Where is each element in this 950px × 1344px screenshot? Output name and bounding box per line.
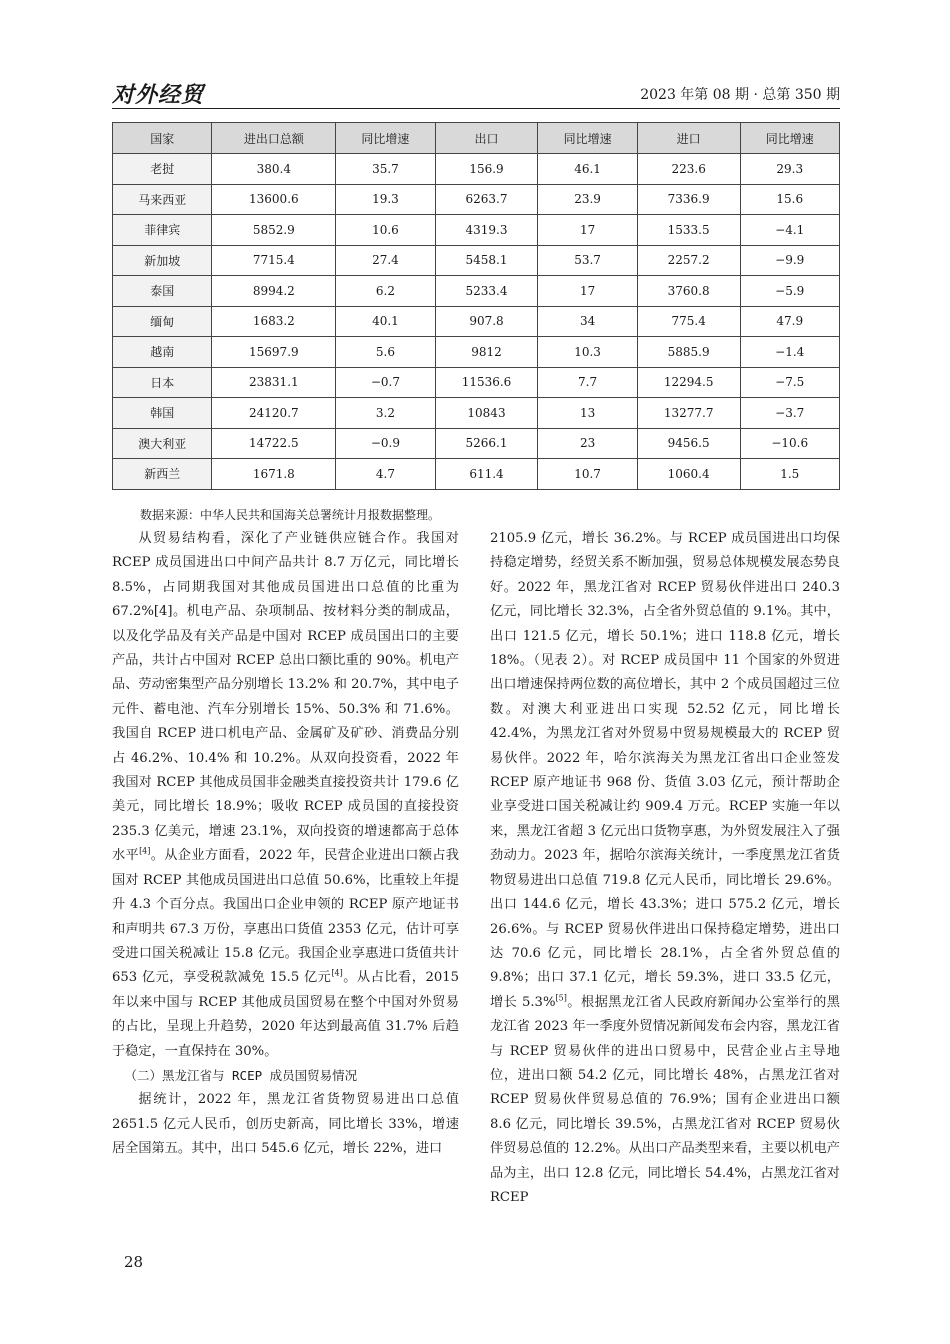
column-header: 国家 [113, 123, 212, 154]
section-subheading: （二）黑龙江省与 RCEP 成员国贸易情况 [124, 1067, 358, 1083]
table-row [113, 306, 840, 337]
table-source: 数据来源：中华人民共和国海关总署统计月报数据整理。 [140, 508, 441, 522]
value-cell: 1683.2 [212, 306, 336, 337]
table-row [113, 276, 840, 307]
value-cell: 13600.6 [212, 184, 336, 215]
page-number: 28 [124, 1253, 144, 1271]
left-paragraph-2: 据统计，2022 年，黑龙江省货物贸易进出口总值 2651.5 亿元人民币，创历史新高，同比增长 33%，增速居全国第五。其中，出口 545.6 亿元，增长 22%，进口 [112, 1092, 459, 1157]
value-cell: 10.3 [538, 337, 637, 368]
value-cell: 17 [538, 276, 637, 307]
value-cell: 2257.2 [637, 245, 740, 276]
value-cell: −9.9 [740, 245, 840, 276]
table-row [113, 428, 840, 459]
country-cell: 缅甸 [113, 306, 212, 337]
value-cell: 611.4 [435, 459, 538, 490]
value-cell: 17 [538, 215, 637, 246]
table-row [113, 337, 840, 368]
column-header: 同比增速 [336, 123, 435, 154]
value-cell: 12294.5 [637, 367, 740, 398]
table-row [113, 215, 840, 246]
value-cell: 40.1 [336, 306, 435, 337]
country-cell: 越南 [113, 337, 212, 368]
column-header: 进口 [637, 123, 740, 154]
value-cell: 10843 [435, 398, 538, 429]
value-cell: 5852.9 [212, 215, 336, 246]
value-cell: −10.6 [740, 428, 840, 459]
value-cell: 1533.5 [637, 215, 740, 246]
value-cell: 24120.7 [212, 398, 336, 429]
left-paragraph-1 [112, 527, 459, 1064]
country-cell: 新加坡 [113, 245, 212, 276]
value-cell: 11536.6 [435, 367, 538, 398]
journal-logo: 对外经贸 [112, 82, 205, 108]
country-cell: 韩国 [113, 398, 212, 429]
table-row [113, 398, 840, 429]
text-run: 从贸易结构看，深化了产业链供应链合作。我国对 RCEP 成员国进出口中间产品共计 8.7 万亿元，同比增长 8.5%，占同期我国对其他成员国进出口总值的比重为 67.2%[4]。机电产品、杂项制品、按材料分类的制成品，以及化学品及有关产品是中国对 RCEP 成员国出口的主要产品，共计占中国对 RCEP 总出口额比重的 90%。机电产品、劳动密集型产品分别增长 13.2% 和 20.7%，其中电子元件、蓄电池、汽车分别增长 15%、50.3% 和 71.6%。我国自 RCEP 进口机电产品、金属矿及矿砂、消费品分别占 46.2%、10.4% 和 10.2%。从双向投资看，2022 年我国对 RCEP 其他成员国非金融类直接投资共计 179.6 亿美元，同比增长 18.9%；吸收 RCEP 成员国的直接投资 235.3 亿美元，增速 23.1%，双向投资的增速都高于总体水平 [112, 531, 459, 864]
value-cell: 7715.4 [212, 245, 336, 276]
table-row [113, 245, 840, 276]
value-cell: 10.6 [336, 215, 435, 246]
value-cell: −0.9 [336, 428, 435, 459]
value-cell: 46.1 [538, 154, 637, 185]
value-cell: 15.6 [740, 184, 840, 215]
value-cell: 7.7 [538, 367, 637, 398]
table-body [113, 154, 840, 490]
table-header-row [113, 123, 840, 154]
value-cell: 5458.1 [435, 245, 538, 276]
value-cell: 10.7 [538, 459, 637, 490]
value-cell: 8994.2 [212, 276, 336, 307]
value-cell: 1.5 [740, 459, 840, 490]
column-header: 同比增速 [538, 123, 637, 154]
value-cell: 15697.9 [212, 337, 336, 368]
trade-table [112, 122, 840, 490]
value-cell: 5233.4 [435, 276, 538, 307]
value-cell: 13 [538, 398, 637, 429]
value-cell: 27.4 [336, 245, 435, 276]
value-cell: −5.9 [740, 276, 840, 307]
text-run: 2105.9 亿元，增长 36.2%。与 RCEP 成员国进出口均保持稳定增势，经贸关系不断加强，贸易总体规模发展态势良好。2022 年，黑龙江省对 RCEP 贸易伙伴进出口 240.3 亿元，同比增长 32.3%，占全省外贸总值的 9.1%。其中，出口 121.5 亿元，增长 50.1%；进口 118.8 亿元，增长 18%。（见表 2）。对 RCEP 成员国中 11 个国家的外贸进出口增速保持两位数的高位增长，其中 2 个成员国超过三位数。对澳大利亚进出口实现 52.52 亿元，同比增长 42.4%，为黑龙江省对外贸易中贸易规模最大的 RCEP 贸易伙伴。2022 年，哈尔滨海关为黑龙江省出口企业签发 RCEP 原产地证书 968 份、货值 3.03 亿元，预计帮助企业享受进口国关税减让约 909.4 万元。RCEP 实施一年以来，黑龙江省超 3 亿元出口货物享惠，为外贸发展注入了强劲动力。2023 年，据哈尔滨海关统计，一季度黑龙江省货物贸易进出口总值 719.8 亿元人民币，同比增长 29.6%。出口 144.6 亿元，增长 43.3%；进口 575.2 亿元，增长 26.6%。与 RCEP 贸易伙伴进出口保持稳定增势，进出口达 70.6 亿元，同比增长 28.1%，占全省外贸总值的 9.8%；出口 37.1 亿元，增长 59.3%，进口 33.5 亿元，增长 5.3% [490, 531, 840, 1010]
value-cell: 9812 [435, 337, 538, 368]
column-header: 进出口总额 [212, 123, 336, 154]
text-run: 。从企业方面看，2022 年，民营企业进出口额占我国对 RCEP 其他成员国进出口总值 50.6%，比重较上年提升 4.3 个百分点。我国出口企业申领的 RCEP 原产地证书和声明共 67.3 万份，享惠出口货值 2353 亿元，估计可享受进口国关税减让 15.8 亿元。我国企业享惠进口货值共计 653 亿元，享受税款减免 15.5 亿元 [112, 848, 459, 986]
value-cell: 5885.9 [637, 337, 740, 368]
value-cell: 35.7 [336, 154, 435, 185]
value-cell: 380.4 [212, 154, 336, 185]
table-row [113, 367, 840, 398]
value-cell: 14722.5 [212, 428, 336, 459]
value-cell: 53.7 [538, 245, 637, 276]
country-cell: 马来西亚 [113, 184, 212, 215]
value-cell: 1060.4 [637, 459, 740, 490]
citation: [5] [555, 993, 567, 1003]
value-cell: 29.3 [740, 154, 840, 185]
value-cell: −3.7 [740, 398, 840, 429]
text-run: 。从占比看，2015 年以来中国与 RCEP 其他成员国贸易在整个中国对外贸易的占比，呈现上升趋势，2020 年达到最高值 31.7% 后趋于稳定，一直保持在 30%。 [112, 970, 460, 1059]
country-cell: 泰国 [113, 276, 212, 307]
issue-info: 2023 年第 08 期 · 总第 350 期 [640, 87, 840, 103]
value-cell: 13277.7 [637, 398, 740, 429]
value-cell: 775.4 [637, 306, 740, 337]
value-cell: 5.6 [336, 337, 435, 368]
value-cell: 907.8 [435, 306, 538, 337]
value-cell: 23831.1 [212, 367, 336, 398]
country-cell: 日本 [113, 367, 212, 398]
value-cell: 4319.3 [435, 215, 538, 246]
value-cell: 23.9 [538, 184, 637, 215]
value-cell: 23 [538, 428, 637, 459]
table-row [113, 459, 840, 490]
table-row [113, 184, 840, 215]
value-cell: −1.4 [740, 337, 840, 368]
value-cell: −4.1 [740, 215, 840, 246]
value-cell: 5266.1 [435, 428, 538, 459]
left-column [112, 527, 459, 1162]
value-cell: 1671.8 [212, 459, 336, 490]
country-cell: 澳大利亚 [113, 428, 212, 459]
column-header: 出口 [435, 123, 538, 154]
table-row [113, 154, 840, 185]
value-cell: −7.5 [740, 367, 840, 398]
value-cell: 6.2 [336, 276, 435, 307]
value-cell: 9456.5 [637, 428, 740, 459]
right-paragraph-1 [490, 527, 840, 1210]
value-cell: 156.9 [435, 154, 538, 185]
country-cell: 新西兰 [113, 459, 212, 490]
citation: [4] [139, 846, 151, 856]
value-cell: 19.3 [336, 184, 435, 215]
value-cell: 7336.9 [637, 184, 740, 215]
country-cell: 老挝 [113, 154, 212, 185]
value-cell: 6263.7 [435, 184, 538, 215]
value-cell: 34 [538, 306, 637, 337]
column-header: 同比增速 [740, 123, 840, 154]
header-rule [112, 108, 840, 109]
citation: [4] [331, 968, 343, 978]
text-run: 。根据黑龙江省人民政府新闻办公室举行的黑龙江省 2023 年一季度外贸情况新闻发布会内容，黑龙江省与 RCEP 贸易伙伴的进出口贸易中，民营企业占主导地位，进出口额 54.2 亿元，同比增长 48%，占黑龙江省对 RCEP 贸易伙伴贸易总值的 76.9%；国有企业进出口额 8.6 亿元，同比增长 39.5%，占黑龙江省对 RCEP 贸易伙伴贸易总值的 12.2%。从出口产品类型来看，主要以机电产品为主，出口 12.8 亿元，同比增长 54.4%，占黑龙江省对 RCEP [490, 994, 840, 1205]
value-cell: −0.7 [336, 367, 435, 398]
page-header [112, 78, 840, 108]
value-cell: 3760.8 [637, 276, 740, 307]
value-cell: 3.2 [336, 398, 435, 429]
value-cell: 47.9 [740, 306, 840, 337]
country-cell: 菲律宾 [113, 215, 212, 246]
right-column [490, 527, 840, 1210]
value-cell: 223.6 [637, 154, 740, 185]
value-cell: 4.7 [336, 459, 435, 490]
